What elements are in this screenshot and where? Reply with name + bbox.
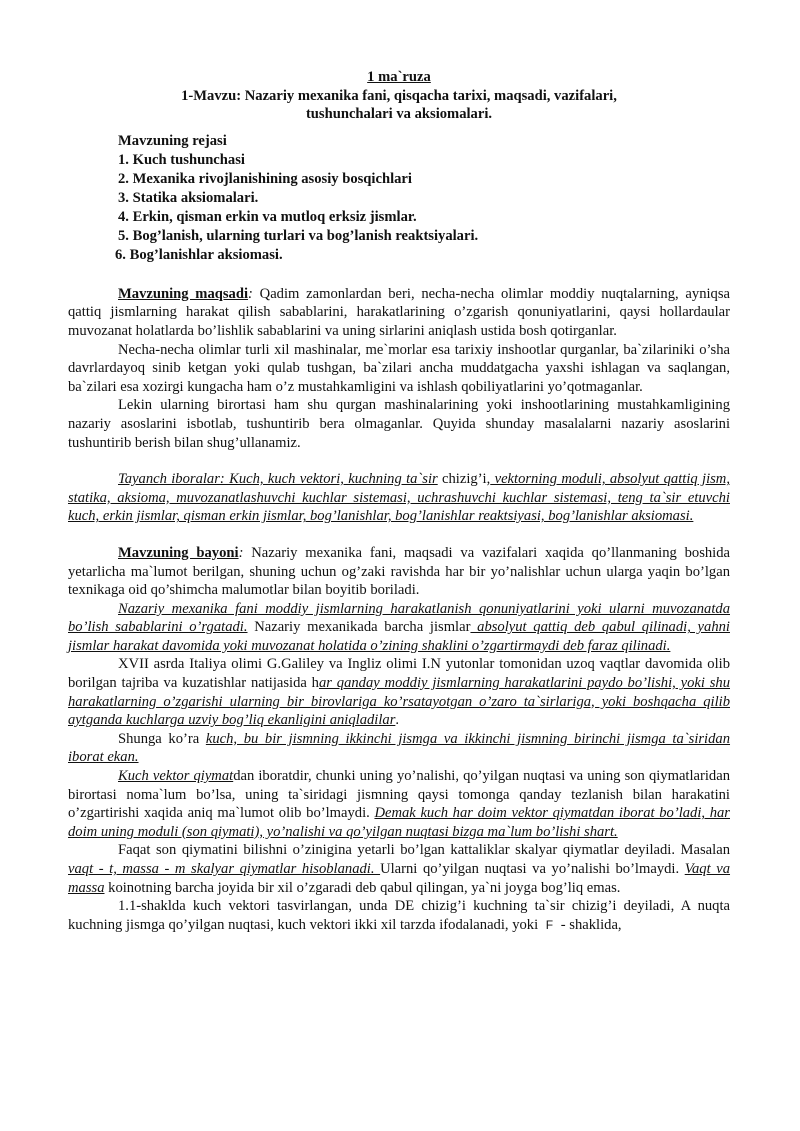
- exposition-colon: :: [238, 544, 244, 561]
- exposition-p3-c: .: [395, 712, 400, 729]
- plan-title: Mavzuning rejasi: [118, 132, 227, 149]
- force-symbol-f: F: [545, 917, 554, 932]
- topic-title-line1: 1-Mavzu: Nazariy mexanika fani, qisqacha tarixi, maqsadi, vazifalari,: [181, 87, 617, 104]
- plan-item-3: 3. Statika aksiomalari.: [118, 189, 259, 206]
- goal-paragraph-3: Lekin ularning birortasi ham shu qurgan mashinalarining yoki inshootlarining mustahkamligining nazariy asoslarini isbotlab, tushuntirib bera olmaganlar. Quyida shunday masalalarni nazariy asoslarini tushuntirib berish bilan shug’ullanamiz.: [68, 397, 730, 451]
- keywords-part1: Tayanch iboralar: Kuch, kuch vektori, kuchning ta`sir: [118, 471, 438, 488]
- exposition-p6-c: Ularni qo’yilgan nuqtasi va yo’nalishi bo’lmaydi.: [380, 861, 685, 877]
- exposition-p3-b: ar qanday moddiy jismlarning harakatlarini paydo bo’lishi, yoki shu harakatlarning o’zgarishi ularning bir birovlariga ko’rsatayotgan o’zaro ta`sirlariga, yoki boshqacha qilib aytganda kuchlarga uzviy bog’liq ekanligini aniqladilar: [68, 675, 730, 729]
- exposition-p4-b: kuch, bu bir jismning ikkinchi jismga va ikkinchi jismning birinchi jismga ta`siridan iborat ekan.: [68, 730, 731, 766]
- exposition-p6-d: Vaqt va massa: [68, 861, 731, 896]
- exposition-label: Mavzuning bayoni: [118, 544, 239, 561]
- exposition-p4-a: Shunga ko’ra: [118, 730, 206, 747]
- exposition-p6-e: koinotning barcha joyida bir xil o’zgaradi deb qabul qilingan, ya`ni joyga bog’liq emas.: [104, 879, 621, 896]
- lecture-title: 1 ma`ruza: [367, 69, 431, 85]
- keywords-part3: vektorning moduli, absolyut qattiq jism, statika, aksioma, muvozanatlashuvchi kuchlar sistemasi, uchrashuvchi kuchlar sistemasi, teng ta`sir etuvchi kuch, erkin jismlar, qisman erkin jismlar, bog’lanishlar, bog’lanishlar reaktsiyasi, bog’lanishlar aksiomasi.: [68, 471, 730, 525]
- exposition-p7-a: 1.1-shaklda kuch vektori tasvirlangan, unda DE chizig’i kuchning ta`sir chizig’i deyiladi, A nuqta kuchning jismga qo’yilgan nuqtasi, kuch vektori ikki xil tarzda ifodalanadi, yoki: [68, 898, 730, 933]
- plan-item-6: 6. Bog’lanishlar aksiomasi.: [115, 246, 283, 263]
- exposition-paragraph-6: [68, 841, 730, 897]
- exposition-p6-a: Faqat son qiymatini bilishni o’zinigina yetarli bo’lgan kattaliklar skalyar qiymatlar deyiladi. Masalan: [118, 842, 730, 859]
- exposition-paragraph-5: [68, 767, 730, 841]
- goal-paragraph-1: [68, 285, 730, 341]
- keywords-part2: chizig’i,: [437, 471, 491, 488]
- plan-item-5: 5. Bog’lanish, ularning turlari va bog’lanish reaktsiyalari.: [118, 227, 479, 244]
- exposition-p2-c: absolyut qattiq deb qabul qilinadi, yahni jismlar harakat davomida yoki muvozanat holatida o’zining shaklini o’zgartirmaydi deb faraz qilinadi.: [68, 619, 730, 654]
- goal-text-1: Qadim zamonlardan beri, necha-necha olimlar moddiy nuqtalarning, ayniqsa qattiq jismlarning harakat qilish sabablarini, harakatlarining o’zgarish qonuniyatlarini, qaysi hollardaular muvozanat holatlarda bo’lishlik sabablarini va uning sirlarini aniqlash ustida bosh qotirganlar.: [68, 285, 731, 339]
- document-page: [68, 68, 730, 934]
- exposition-paragraph-7: [68, 897, 730, 934]
- exposition-p5-b: dan iboratdir, chunki uning yo’nalishi, qo’yilgan nuqtasi va uning son qiymatlaridan birortasi noma`lum bo’lsa, uning ta`siridagi jismning qaysi tomonga qanday tezlanish bilan harakatini o’zgartirishi xaqida aniq ma`lumot olib bo’lmaydi.: [68, 768, 730, 822]
- keywords-paragraph: [68, 470, 730, 526]
- plan-item-2: 2. Mexanika rivojlanishining asosiy bosqichlari: [118, 170, 412, 187]
- exposition-paragraph-3: [68, 655, 730, 729]
- exposition-paragraph-2: [68, 600, 730, 656]
- exposition-p5-c: Demak kuch har doim vektor qiymatdan iborat bo’ladi, har doim uning moduli (son qiymati), yo’nalishi va qo’yilgan nuqtasi bizga ma`lum bo’lishi shart.: [68, 805, 730, 840]
- plan-item-4: 4. Erkin, qisman erkin va mutloq erksiz jismlar.: [118, 208, 417, 225]
- goal-paragraph-2: Necha-necha olimlar turli xil mashinalar, me`morlar esa tarixiy inshootlar qurganlar, ba`zilariniki o’sha davrlardayoq sinib ketgan yoki qulab tushgan, ba`zilari ancha muddatgacha yaxshi ishlagan va saqlangan, ba`zilari esa xozirgi kungacha ham o’z mustahkamligini va ishlash qobiliyatlarini yo’qotmaganlar.: [68, 341, 730, 395]
- exposition-p5-a: Kuch vektor qiymat: [118, 768, 234, 785]
- topic-title-line2: tushunchalari va aksiomalari.: [305, 106, 493, 123]
- plan-block: [115, 132, 730, 265]
- exposition-p7-b: - shaklida,: [557, 916, 622, 933]
- exposition-text-1: Nazariy mexanika fani, maqsadi va vazifalari xaqida qo’llanmaning boshida yetarlicha ma`lumot berilgan, shuning uchun og’zaki ravishda har bir yo’nalishlar uchun ularga yaqin bo’lgan texnikaga oid qo’shimcha malumotlar bilan boyitib boriladi.: [68, 544, 731, 599]
- exposition-paragraph-4: [68, 730, 730, 767]
- exposition-p2-b: Nazariy mexanikada barcha jismlar: [247, 619, 471, 636]
- exposition-p2-a: Nazariy mexanika fani moddiy jismlarning harakatlanish qonuniyatlarini yoki ularni muvozanatda bo’lish sabablarini o’rgatadi.: [68, 600, 730, 636]
- goal-colon: :: [248, 285, 253, 302]
- exposition-p3-a: XVII asrda Italiya olimi G.Galiley va Ingliz olimi I.N yutonlar tomonidan uzoq vaqtlar davomida olib borilgan tajriba va kuzatishlar natijasida h: [68, 656, 730, 692]
- exposition-paragraph-1: [68, 544, 730, 600]
- plan-item-1: 1. Kuch tushunchasi: [118, 151, 245, 168]
- goal-label: Mavzuning maqsadi: [118, 285, 249, 302]
- exposition-p6-b: vaqt - t, massa - m skalyar qiymatlar hisoblanadi.: [68, 861, 381, 877]
